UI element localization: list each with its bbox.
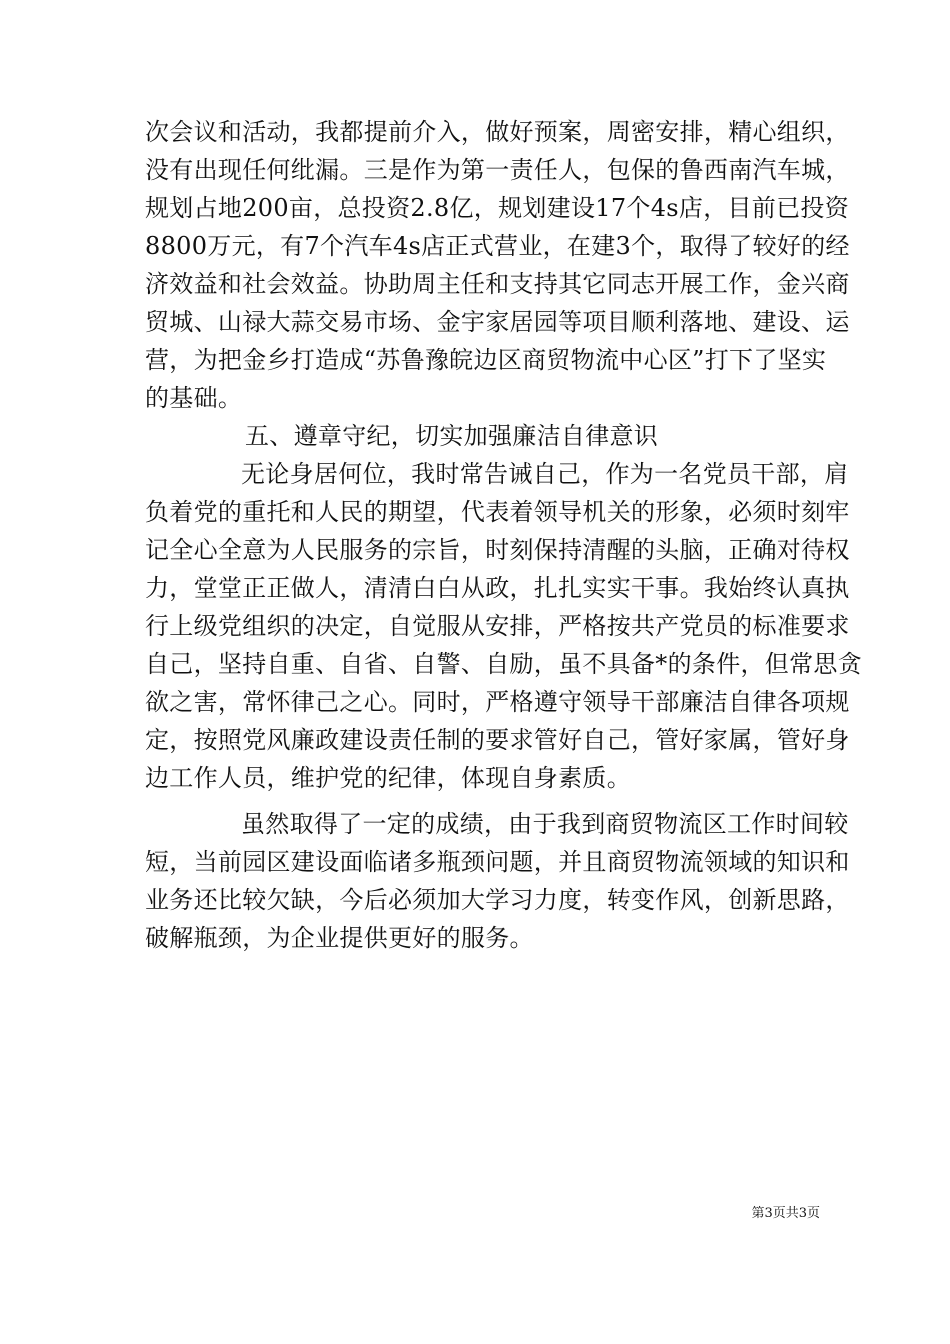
text-line: 没有出现任何纰漏。三是作为第一责任人，包保的鲁西南汽车城，: [145, 156, 850, 184]
paragraph-conclusion: [145, 805, 850, 957]
text-line: 定，按照党风廉政建设责任制的要求管好自己，管好家属，管好身: [145, 726, 850, 754]
text-line: 虽然取得了一定的成绩，由于我到商贸物流区工作时间较: [241, 810, 849, 838]
text-line: 规划占地200亩，总投资2.8亿，规划建设17个4s店，目前已投资: [145, 194, 849, 222]
paragraph-discipline: [145, 455, 862, 797]
text-line: 破解瓶颈，为企业提供更好的服务。: [145, 924, 534, 952]
text-line: 贸城、山禄大蒜交易市场、金宇家居园等项目顺利落地、建设、运: [145, 308, 850, 336]
text-line: 无论身居何位，我时常告诫自己，作为一名党员干部，肩: [241, 460, 849, 488]
document-body: [145, 113, 862, 957]
text-line: 业务还比较欠缺，今后必须加大学习力度，转变作风，创新思路，: [145, 886, 850, 914]
text-line: 8800万元，有7个汽车4s店正式营业，在建3个，取得了较好的经: [145, 232, 850, 260]
text-line: 欲之害，常怀律己之心。同时，严格遵守领导干部廉洁自律各项规: [145, 688, 850, 716]
text-line: 负着党的重托和人民的期望，代表着领导机关的形象，必须时刻牢: [145, 498, 850, 526]
text-line: 营，为把金乡打造成“苏鲁豫皖边区商贸物流中心区”打下了坚实: [145, 346, 827, 374]
text-line: 济效益和社会效益。协助周主任和支持其它同志开展工作，金兴商: [145, 270, 850, 298]
text-line: 短，当前园区建设面临诸多瓶颈问题，并且商贸物流领域的知识和: [145, 848, 850, 876]
text-line: 次会议和活动，我都提前介入，做好预案，周密安排，精心组织，: [145, 118, 850, 146]
text-line: 记全心全意为人民服务的宗旨，时刻保持清醒的头脑，正确对待权: [145, 536, 850, 564]
text-line: 边工作人员，维护党的纪律，体现自身素质。: [145, 764, 631, 792]
text-line: 自己，坚持自重、自省、自警、自励，虽不具备*的条件，但常思贪: [145, 650, 862, 678]
paragraph-continued: [145, 113, 850, 417]
page-number: 第3页共3页: [751, 1206, 820, 1221]
text-line: 行上级党组织的决定，自觉服从安排，严格按共产党员的标准要求: [145, 612, 850, 640]
text-line: 的基础。: [145, 384, 243, 412]
section-heading: 五、遵章守纪，切实加强廉洁自律意识: [245, 422, 659, 450]
text-line: 力，堂堂正正做人，清清白白从政，扎扎实实干事。我始终认真执: [145, 574, 850, 602]
